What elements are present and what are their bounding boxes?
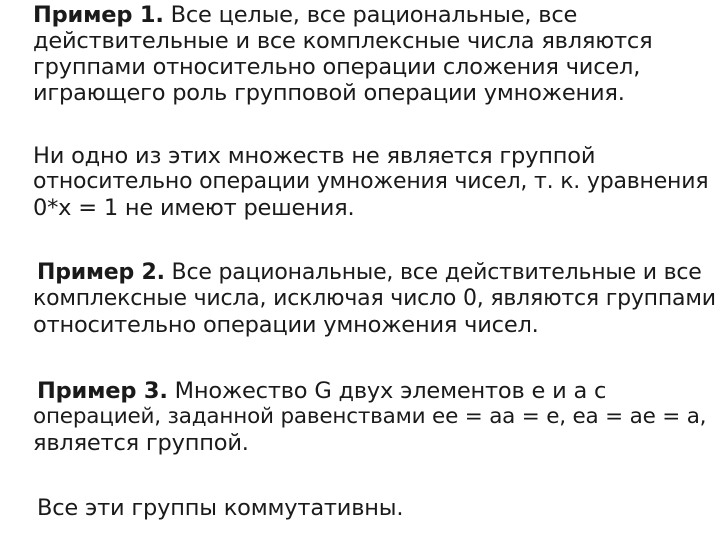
text-line: группами относительно операции сложения чисел, xyxy=(33,54,641,80)
multiplication-note-paragraph xyxy=(33,143,713,221)
example-1-paragraph xyxy=(33,2,713,106)
text-line-content: Все целые, все рациональные, все xyxy=(163,2,578,28)
example-1-heading: Пример 1. xyxy=(33,2,164,28)
text-line: 0*x = 1 не имеют решения. xyxy=(33,195,355,221)
text-line-content: Все рациональные, все действительные и все xyxy=(164,260,702,285)
text-line: Ни одно из этих множеств не является группой xyxy=(33,143,596,169)
text-line: Все эти группы коммутативны. xyxy=(37,495,404,521)
text-line: действительные и все комплексные числа являются xyxy=(33,28,653,54)
text-line: относительно операции умножения чисел. xyxy=(33,312,539,338)
example-3-paragraph xyxy=(33,378,713,456)
text-line xyxy=(33,2,713,28)
text-line: является группой. xyxy=(33,430,249,456)
text-line-content: Множество G двух элементов e и a с xyxy=(167,378,607,404)
text-line xyxy=(33,378,713,404)
example-2-paragraph xyxy=(33,260,716,338)
text-line: комплексные числа, исключая число 0, являются группами xyxy=(33,286,716,311)
example-2-heading: Пример 2. xyxy=(37,260,165,285)
text-line: играющего роль групповой операции умножения. xyxy=(33,80,625,106)
example-3-heading: Пример 3. xyxy=(37,378,168,404)
conclusion-paragraph xyxy=(33,495,713,521)
text-line: операцией, заданной равенствами ee = aa = e, ea = ae = a, xyxy=(33,404,707,429)
text-line: относительно операции умножения чисел, т. к. уравнения xyxy=(33,169,709,194)
text-line xyxy=(33,260,713,286)
